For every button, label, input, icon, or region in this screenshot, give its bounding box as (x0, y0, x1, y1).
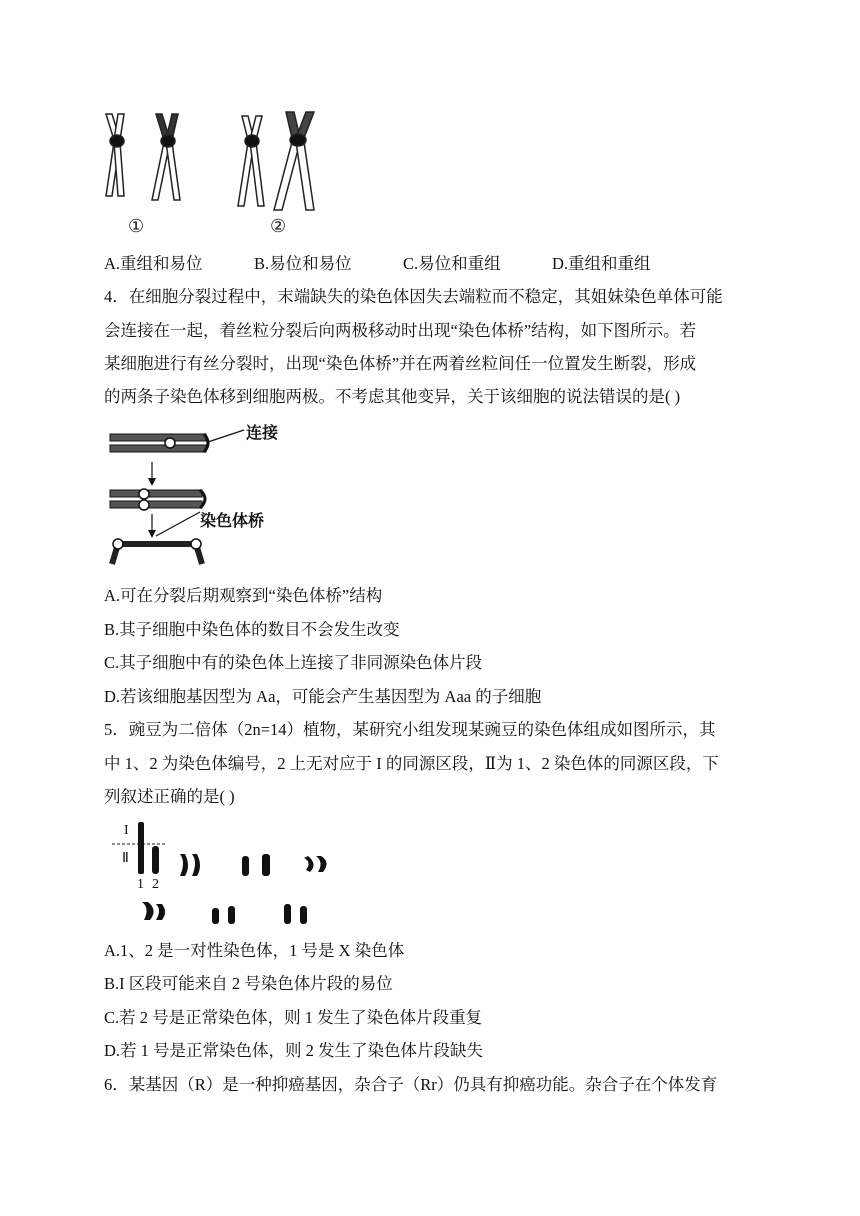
q4-stem-line-4: 的两条子染色体移到细胞两极。不考虑其他变异，关于该细胞的说法错误的是( ) (104, 387, 681, 406)
label-connect: 连接 (246, 423, 279, 442)
q3-option-b: B.易位和易位 (254, 254, 352, 273)
label-bridge: 染色体桥 (200, 511, 265, 530)
q4-option-b: B.其子细胞中染色体的数目不会发生改变 (104, 620, 400, 639)
q4-stem-line-2: 会连接在一起，着丝粒分裂后向两极移动时出现“染色体桥”结构，如下图所示。若 (104, 321, 697, 340)
q4-stem-line-3: 某细胞进行有丝分裂时，出现“染色体桥”并在两着丝粒间任一位置发生断裂，形成 (104, 354, 697, 373)
label-region-1: I (124, 823, 129, 838)
q3-option-a: A.重组和易位 (104, 254, 203, 273)
label-chromosome-2: 2 (152, 877, 159, 892)
q5-option-c: C.若 2 号是正常染色体，则 1 发生了染色体片段重复 (104, 1008, 483, 1027)
chromosome-1a (106, 114, 124, 196)
q4-option-d: D.若该细胞基因型为 Aa，可能会产生基因型为 Aaa 的子细胞 (104, 687, 542, 706)
q5-stem-line-3: 列叙述正确的是( ) (104, 787, 235, 806)
chromosome-1b (152, 114, 180, 200)
q5-stem-line-2: 中 1、2 为染色体编号，2 上无对应于 I 的同源区段，Ⅱ为 1、2 染色体的同源区段，下 (104, 754, 719, 773)
label-chromosome-1: 1 (137, 877, 144, 892)
q4-option-a: A.可在分裂后期观察到“染色体桥”结构 (104, 586, 383, 605)
chromosome-2b (274, 112, 314, 210)
label-pair-2: ② (270, 216, 287, 237)
q6-stem-line-1: 6．某基因（R）是一种抑癌基因，杂合子（Rr）仍具有抑癌功能。杂合子在个体发育 (104, 1075, 718, 1094)
label-pair-1: ① (128, 216, 145, 237)
q4-option-c: C.其子细胞中有的染色体上连接了非同源染色体片段 (104, 653, 483, 672)
q5-option-d: D.若 1 号是正常染色体，则 2 发生了染色体片段缺失 (104, 1041, 484, 1060)
q3-option-d: D.重组和重组 (552, 254, 651, 273)
q3-option-c: C.易位和重组 (403, 254, 501, 273)
chromosome-2a (238, 116, 264, 206)
q5-option-b: B.I 区段可能来自 2 号染色体片段的易位 (104, 974, 393, 993)
q5-option-a: A.1、2 是一对性染色体，1 号是 X 染色体 (104, 941, 405, 960)
q4-stem-line-1: 4．在细胞分裂过程中，末端缺失的染色体因失去端粒而不稳定，其姐妹染色单体可能 (104, 287, 723, 306)
chromosome-bridge-figure (104, 416, 290, 576)
label-region-2: Ⅱ (122, 851, 129, 866)
karyotype-figure (104, 816, 344, 928)
q5-stem-line-1: 5．豌豆为二倍体（2n=14）植物，某研究小组发现某豌豆的染色体组成如图所示，其 (104, 720, 716, 739)
chromosome-figure-q3 (100, 108, 330, 242)
